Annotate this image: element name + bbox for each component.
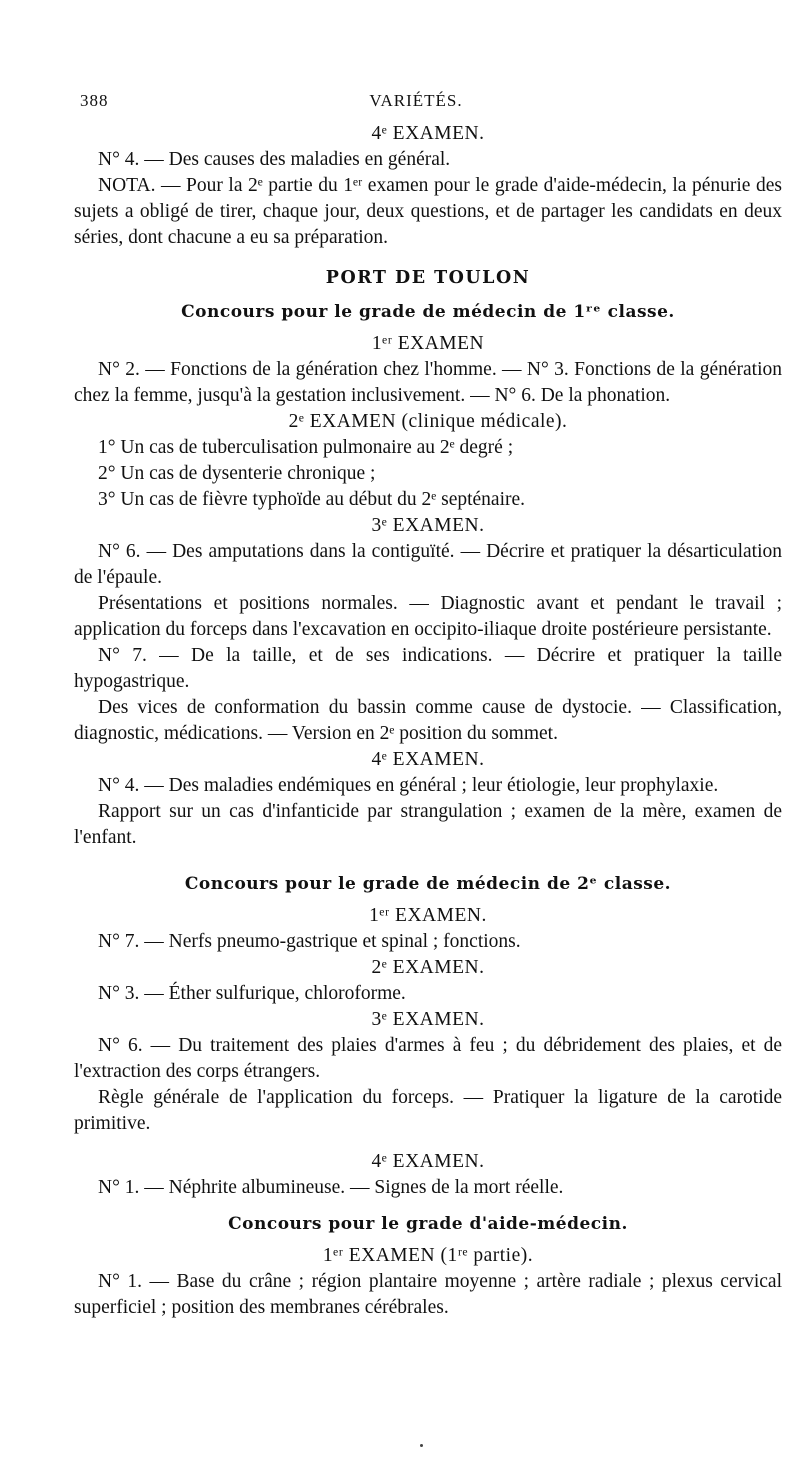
question-line: N° 6. — Du traitement des plaies d'armes à feu ; du débridement des plaies, et de l'extraction des corps étrangers. bbox=[74, 1035, 782, 1082]
ink-speck bbox=[420, 1444, 423, 1447]
question-line: Des vices de conformation du bassin comme cause de dystocie. — Classification, diagnostic, médications. — Version en 2ᵉ position du sommet. bbox=[74, 697, 782, 744]
question-line: N° 7. — De la taille, et de ses indications. — Décrire et pratiquer la taille hypogastrique. bbox=[74, 645, 782, 692]
question-line: 2° Un cas de dysenterie chronique ; bbox=[98, 463, 376, 484]
question-line: N° 1. — Base du crâne ; région plantaire moyenne ; artère radiale ; plexus cervical superficiel ; position des membranes cérébrales. bbox=[74, 1271, 782, 1318]
question-line: N° 4. — Des causes des maladies en général. bbox=[98, 149, 451, 170]
exam-title: 2ᵉ EXAMEN. bbox=[371, 957, 485, 978]
page-number: 388 bbox=[80, 91, 109, 110]
page-body bbox=[74, 121, 782, 1321]
exam-title: 4ᵉ EXAMEN. bbox=[371, 123, 485, 144]
exam-title: 1ᵉʳ EXAMEN. bbox=[369, 905, 487, 926]
section-title: Concours pour le grade de médecin de 2ᵉ classe. bbox=[184, 874, 672, 894]
question-line: N° 3. — Éther sulfurique, chloroforme. bbox=[98, 983, 406, 1004]
question-line: 1° Un cas de tuberculisation pulmonaire au 2ᵉ degré ; bbox=[98, 437, 514, 458]
exam-title: 2ᵉ EXAMEN (clinique médicale). bbox=[288, 411, 568, 432]
exam-title: 4ᵉ EXAMEN. bbox=[371, 749, 485, 770]
question-line: Règle générale de l'application du forceps. — Pratiquer la ligature de la carotide primitive. bbox=[74, 1087, 782, 1134]
question-line: N° 7. — Nerfs pneumo-gastrique et spinal ; fonctions. bbox=[98, 931, 521, 952]
exam-title: 4ᵉ EXAMEN. bbox=[371, 1151, 485, 1172]
question-line: N° 4. — Des maladies endémiques en général ; leur étiologie, leur prophylaxie. bbox=[98, 775, 719, 796]
nota-paragraph: NOTA. — Pour la 2ᵉ partie du 1ᵉʳ examen pour le grade d'aide-médecin, la pénurie des sujets a obligé de tirer, chaque jour, deux questions, et de partager les candidats en deux séries, dont chacune a eu sa préparation. bbox=[74, 175, 782, 248]
port-heading: PORT DE TOULON bbox=[325, 268, 531, 288]
exam-title: 1ᵉʳ EXAMEN (1ʳᵉ partie). bbox=[322, 1245, 534, 1266]
exam-title: 3ᵉ EXAMEN. bbox=[371, 515, 485, 536]
exam-title: 3ᵉ EXAMEN. bbox=[371, 1009, 485, 1030]
question-line: N° 1. — Néphrite albumineuse. — Signes de la mort réelle. bbox=[98, 1177, 564, 1198]
question-line: Rapport sur un cas d'infanticide par strangulation ; examen de la mère, examen de l'enfant. bbox=[74, 801, 782, 848]
question-line: N° 2. — Fonctions de la génération chez l'homme. — N° 3. Fonctions de la génération chez la femme, jusqu'à la gestation inclusivement. — N° 6. De la phonation. bbox=[74, 359, 782, 406]
running-title: VARIÉTÉS. bbox=[369, 91, 463, 110]
running-head bbox=[72, 88, 760, 114]
question-line: Présentations et positions normales. — Diagnostic avant et pendant le travail ; application du forceps dans l'excavation en occipito-iliaque droite postérieure persistante. bbox=[74, 593, 782, 640]
section-title: Concours pour le grade de médecin de 1ʳᵉ classe. bbox=[181, 302, 675, 322]
question-line: 3° Un cas de fièvre typhoïde au début du 2ᵉ septénaire. bbox=[98, 489, 526, 510]
exam-title: 1ᵉʳ EXAMEN bbox=[371, 333, 485, 354]
section-title: Concours pour le grade d'aide-médecin. bbox=[228, 1214, 628, 1234]
question-line: N° 6. — Des amputations dans la contiguïté. — Décrire et pratiquer la désarticulation de l'épaule. bbox=[74, 541, 782, 588]
